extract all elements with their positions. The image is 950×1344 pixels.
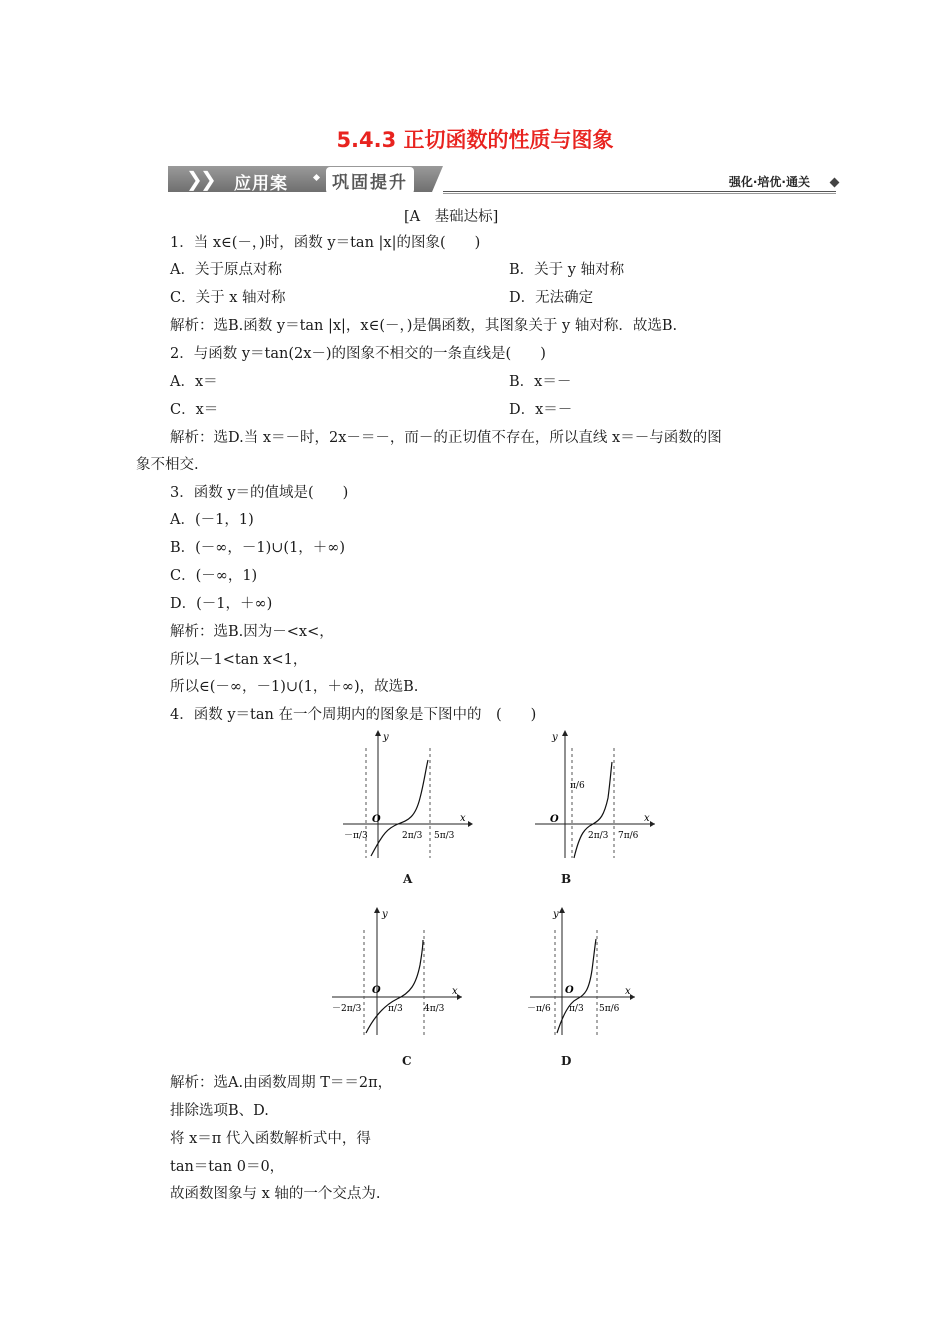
graph-c-origin: O xyxy=(372,985,381,996)
graph-b-tick-1: π/6 xyxy=(570,781,585,791)
graph-d-origin: O xyxy=(565,985,574,996)
question-4-solution-line3: 将 x＝π 代入函数解析式中，得 xyxy=(170,1131,371,1147)
graph-d-tick-3: 5π/6 xyxy=(599,1004,620,1014)
question-3-solution-line1: 解析：选B.因为－<x<， xyxy=(170,624,334,640)
graph-d xyxy=(525,905,640,1040)
banner-tag: 强化·培优·通关 xyxy=(728,175,810,189)
graph-b xyxy=(530,728,660,863)
question-3-option-a: A．(－1，1) xyxy=(170,512,254,528)
graph-c-x-label: x xyxy=(452,986,458,997)
graph-d-label: D xyxy=(561,1054,572,1068)
question-3-option-d: D．(－1，＋∞) xyxy=(170,596,273,612)
banner-rule xyxy=(443,191,836,192)
chevron-right-icon: ❯ xyxy=(186,167,203,191)
graph-c-tick-2: π/3 xyxy=(388,1004,403,1014)
graph-d-x-label: x xyxy=(625,986,631,997)
graph-a-tick-2: 2π/3 xyxy=(402,831,423,841)
question-3-option-c: C．(－∞，1) xyxy=(170,568,258,584)
graph-a-label: A xyxy=(403,872,413,886)
graph-b-x-label: x xyxy=(644,813,650,824)
graph-a xyxy=(338,728,473,863)
graph-a-x-label: x xyxy=(460,813,466,824)
graph-b-tick-3: 7π/6 xyxy=(618,831,639,841)
graph-c xyxy=(330,905,470,1040)
graph-b-label: B xyxy=(561,872,572,886)
banner-right-text: 巩固提升 xyxy=(326,167,414,194)
question-2-solution-line2: 象不相交. xyxy=(136,457,199,473)
question-2-option-a: A．x＝ xyxy=(170,374,218,390)
banner-left-text: 应用案 xyxy=(234,174,288,194)
graph-b-y-label: y xyxy=(552,732,558,743)
question-1-stem: 1．当 x∈(－，)时，函数 y＝tan |x|的图象( ) xyxy=(170,235,481,251)
graph-a-y-label: y xyxy=(383,732,389,743)
question-2-solution-line1: 解析：选D.当 x＝－时，2x－＝－，而－的正切值不存在，所以直线 x＝－与函数的图 xyxy=(170,430,722,446)
question-4-solution-line5: 故函数图象与 x 轴的一个交点为. xyxy=(170,1186,381,1202)
graph-a-origin: O xyxy=(372,814,381,825)
question-2-option-c: C．x＝ xyxy=(170,402,219,418)
question-1-option-a: A．关于原点对称 xyxy=(170,262,282,278)
graph-a-tick-1: －π/3 xyxy=(344,831,368,841)
page-title: 5.4.3 正切函数的性质与图象 xyxy=(336,128,614,152)
question-2-option-d: D．x＝－ xyxy=(509,402,573,418)
question-4-solution-line1: 解析：选A.由函数周期 T＝＝2π， xyxy=(170,1075,393,1091)
question-3-solution-line2: 所以－1<tan x<1， xyxy=(170,652,308,668)
question-1-option-b: B．关于 y 轴对称 xyxy=(509,262,625,278)
question-1-option-d: D．无法确定 xyxy=(509,290,594,306)
graph-d-y-label: y xyxy=(553,909,559,920)
question-1-option-c: C．关于 x 轴对称 xyxy=(170,290,286,306)
question-4-solution-line4: tan＝tan 0＝0， xyxy=(170,1159,285,1175)
diamond-icon xyxy=(830,178,840,188)
graph-a-tick-3: 5π/3 xyxy=(434,831,455,841)
graph-d-tick-1: －π/6 xyxy=(527,1004,551,1014)
question-4-solution-line2: 排除选项B、D. xyxy=(170,1103,269,1119)
question-1-solution: 解析：选B.函数 y＝tan |x|，x∈(－，)是偶函数，其图象关于 y 轴对称．故选B. xyxy=(170,318,678,334)
question-2-option-b: B．x＝－ xyxy=(509,374,572,390)
graph-d-tick-2: π/3 xyxy=(569,1004,584,1014)
question-3-solution-line3: 所以∈(－∞，－1)∪(1，＋∞)，故选B. xyxy=(170,679,419,695)
chevron-right-icon: ❯ xyxy=(200,167,217,191)
question-4-stem: 4．函数 y＝tan 在一个周期内的图象是下图中的 ( ) xyxy=(170,707,537,723)
banner-rule xyxy=(443,193,836,194)
section-banner xyxy=(168,166,840,194)
graph-c-label: C xyxy=(402,1054,412,1068)
graph-c-y-label: y xyxy=(382,909,388,920)
graph-c-tick-1: －2π/3 xyxy=(332,1004,362,1014)
graph-b-tick-2: 2π/3 xyxy=(588,831,609,841)
question-3-stem: 3．函数 y＝的值域是( ) xyxy=(170,485,349,501)
question-2-stem: 2．与函数 y＝tan(2x－)的图象不相交的一条直线是( ) xyxy=(170,346,546,362)
section-heading: [A 基础达标] xyxy=(404,209,499,225)
graph-b-origin: O xyxy=(550,814,559,825)
graph-c-tick-3: 4π/3 xyxy=(424,1004,445,1014)
question-3-option-b: B．(－∞，－1)∪(1，＋∞) xyxy=(170,540,346,556)
